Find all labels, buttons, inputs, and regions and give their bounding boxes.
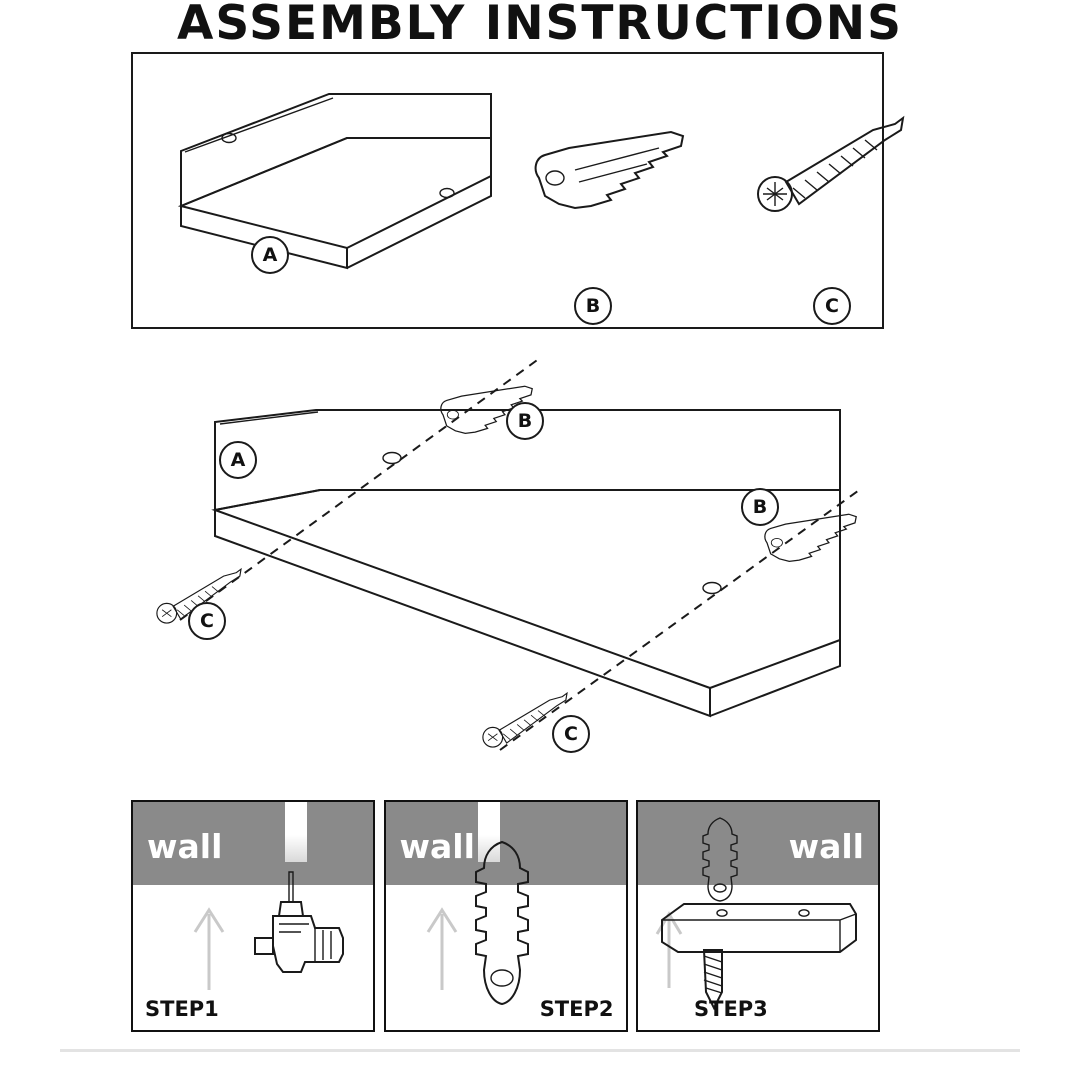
- step-label-3: STEP3: [694, 997, 768, 1021]
- insertion-axis-right: [500, 488, 862, 750]
- callout-label-c-left: C: [188, 602, 226, 640]
- callout-label-a: A: [219, 441, 257, 479]
- step-label-2: STEP2: [539, 997, 614, 1021]
- power-drill-icon: [243, 868, 363, 988]
- wall-anchor-icon: [698, 816, 744, 902]
- drilled-hole: [285, 802, 307, 862]
- callout-label-b-right: B: [741, 488, 779, 526]
- up-arrow-icon: [422, 902, 462, 992]
- wall-label: wall: [147, 827, 223, 866]
- callout-label-b-top: B: [506, 402, 544, 440]
- shelf-outline: [215, 410, 840, 716]
- page-title: ASSEMBLY INSTRUCTIONS: [177, 0, 903, 51]
- part-label-a: A: [251, 236, 289, 274]
- wall-label: wall: [399, 827, 475, 866]
- steps-row: [131, 800, 880, 1028]
- callout-label-c-bottom: C: [552, 715, 590, 753]
- part-label-c: C: [813, 287, 851, 325]
- wall-anchor-icon: [765, 514, 856, 561]
- step-panel-3: [636, 800, 880, 1032]
- shelf-mount-icon: [654, 898, 864, 960]
- screw-icon: [753, 116, 913, 226]
- step-label-1: STEP1: [145, 997, 219, 1021]
- step-panel-2: [384, 800, 628, 1032]
- step-panel-1: [131, 800, 375, 1032]
- part-label-b: B: [574, 287, 612, 325]
- footer-divider: [60, 1049, 1020, 1052]
- wall-label: wall: [788, 827, 864, 866]
- parts-list-box: [131, 52, 884, 329]
- up-arrow-icon: [189, 902, 229, 992]
- wall-anchor-icon: [531, 122, 691, 222]
- exploded-assembly-diagram: [120, 340, 980, 780]
- wall-anchor-icon: [458, 838, 548, 1008]
- floating-shelf-icon: [151, 76, 491, 276]
